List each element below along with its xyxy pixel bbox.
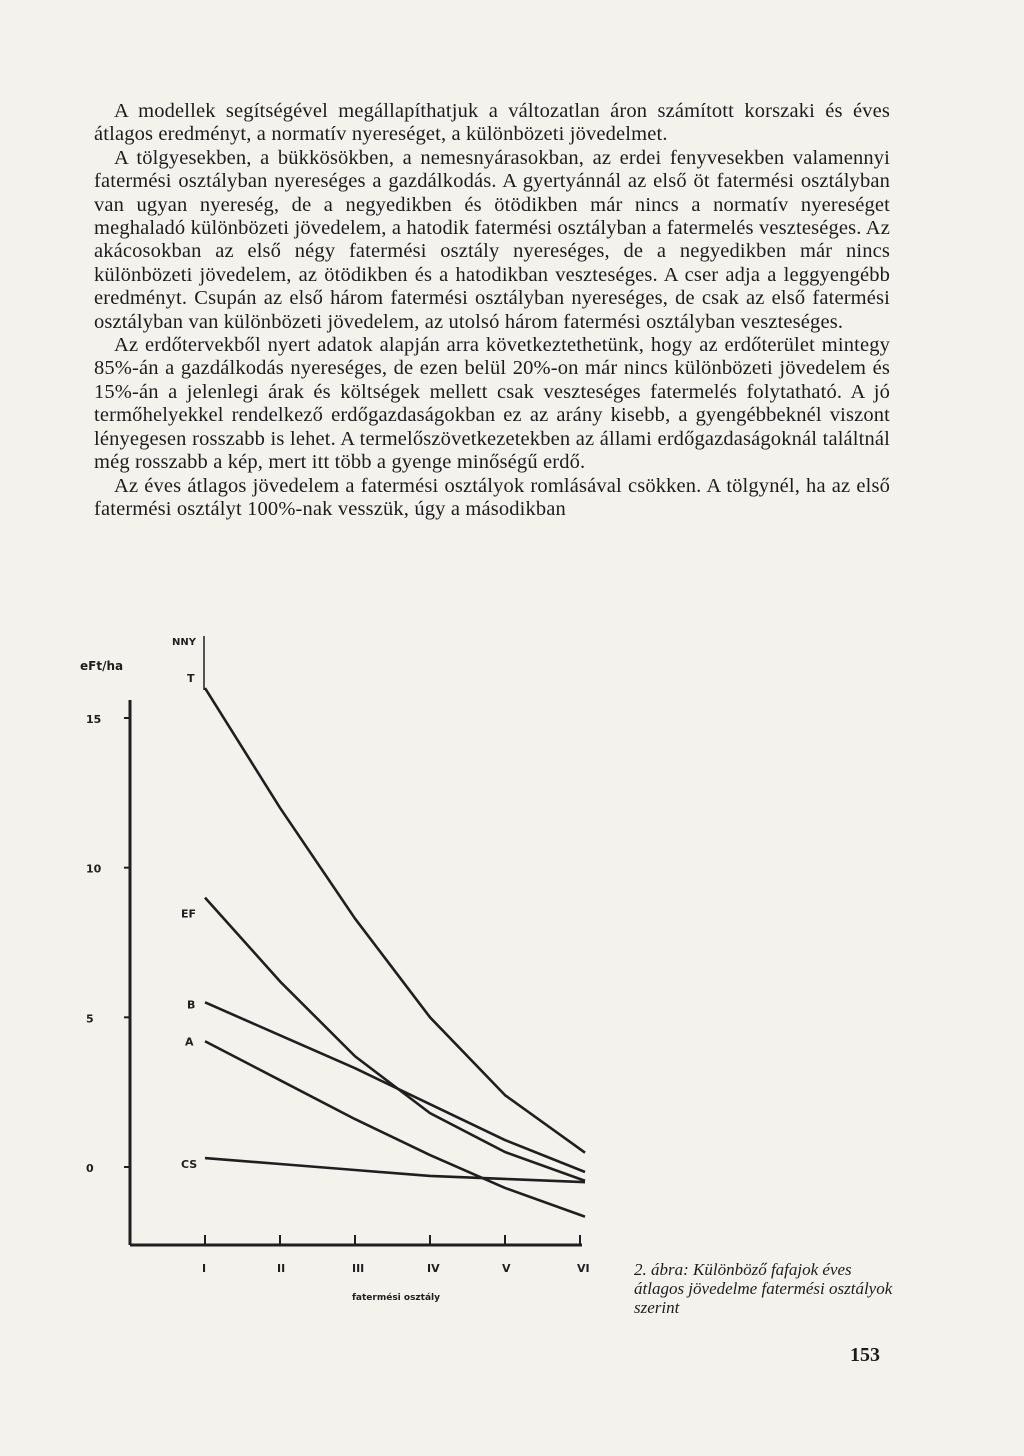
series-line-t bbox=[205, 688, 585, 1153]
series-label-ef: EF bbox=[181, 907, 197, 921]
paragraph-1: A modellek segítségével megállapíthatjuk a változatlan áron számított korszaki és éves átlagos eredményt, a normatív nyereséget, a különbözeti jövedelmet. bbox=[94, 100, 890, 146]
x-tick-label: VI bbox=[577, 1262, 590, 1275]
y-tick-label: 10 bbox=[86, 862, 102, 876]
series-label-cs: CS bbox=[181, 1158, 198, 1172]
x-tick-label: III bbox=[352, 1262, 365, 1275]
nny-label: NNY bbox=[172, 637, 196, 648]
x-axis-label: fatermési osztály bbox=[352, 1293, 440, 1303]
series-label-b: B bbox=[187, 998, 196, 1012]
x-tick-label: I bbox=[202, 1262, 207, 1275]
page-number: 153 bbox=[850, 1344, 880, 1366]
figure-caption: 2. ábra: Különböző fafajok éves átlagos jövedelme fatermési osztályok szerint bbox=[634, 1260, 893, 1317]
x-tick-label: II bbox=[277, 1262, 286, 1275]
x-tick-label: V bbox=[502, 1262, 511, 1275]
paragraph-3: Az erdőtervekből nyert adatok alapján arra következtethetünk, hogy az erdőterület mintegy 85%-án a gazdálkodás nyereséges, de ezen belül 20%-on már nincs különbözeti jövedelem és 15%-án a jelenlegi árak és költségek mellett csak veszteséges fatermelés folytatható. A jó termőhelyekkel rendelkező erdőgazdaságokban ez az arány kisebb, a gyengébbeknél viszont lényegesen rosszabb is lehet. A termelőszövetkezetekben az állami erdőgazdaságoknál találtnál még rosszabb a kép, mert itt több a gyenge minőségű erdő. bbox=[94, 334, 890, 474]
y-tick-label: 0 bbox=[86, 1162, 94, 1175]
line-chart bbox=[0, 620, 1024, 1440]
y-tick-label: 15 bbox=[86, 713, 102, 726]
series-label-t: T bbox=[187, 672, 195, 686]
paragraph-4: Az éves átlagos jövedelem a fatermési osztályok romlásával csökken. A tölgynél, ha az első fatermési osztályt 100%-nak vesszük, úgy a másodikban bbox=[94, 474, 890, 520]
body-text bbox=[94, 100, 890, 521]
y-tick-label: 5 bbox=[86, 1012, 94, 1026]
x-tick-label: IV bbox=[427, 1262, 440, 1275]
y-axis-label: eFt/ha bbox=[80, 659, 124, 673]
series-line-a bbox=[205, 1041, 585, 1216]
series-label-a: A bbox=[185, 1035, 194, 1049]
series-line-b bbox=[205, 1002, 585, 1172]
paragraph-2: A tölgyesekben, a bükkösökben, a nemesnyárasokban, az erdei fenyvesekben valamennyi fatermési osztályban nyereséges a gazdálkodás. A gyertyánnál az első öt fatermési osztályban van ugyan nyereség, de a negyedikben és ötödikben már nincs a normatív nyereséget meghaladó különbözeti jövedelem, a hatodik fatermési osztályban a fatermelés veszteséges. Az akácosokban az első négy fatermési osztály nyereséges, de a negyedikben már nincs különbözeti jövedelem, az ötödikben és a hatodikban veszteséges. A cser adja a leggyengébb eredményt. Csupán az első három fatermési osztályban nyereséges, de csak az első fatermési osztályban van különbözeti jövedelem, az utolsó három fatermési osztályban veszteséges. bbox=[94, 146, 890, 333]
